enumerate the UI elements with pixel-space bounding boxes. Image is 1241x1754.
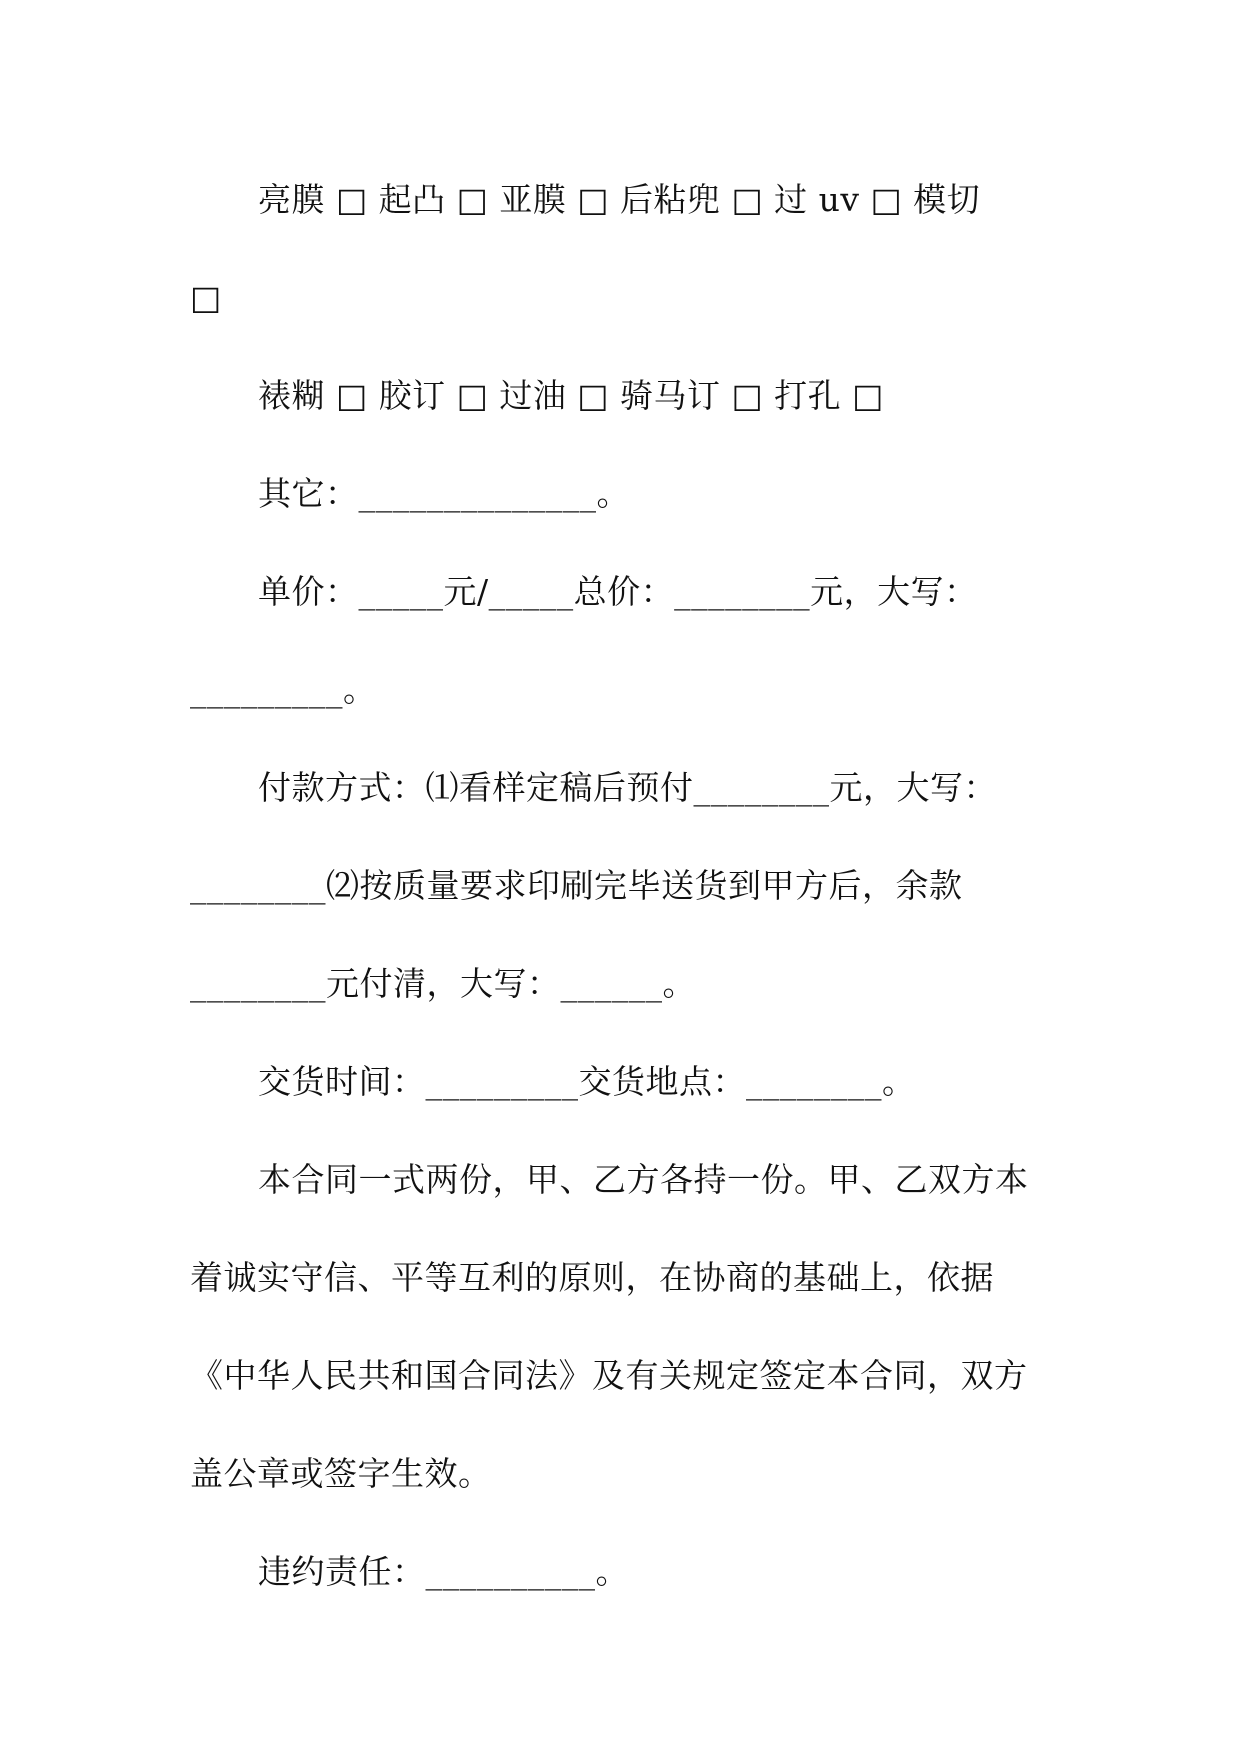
other-field-line: 其它：______________。 bbox=[258, 474, 630, 513]
contract-copies-paragraph-line-4: 盖公章或签字生效。 bbox=[190, 1454, 492, 1493]
breach-liability-line: 违约责任：__________。 bbox=[258, 1552, 629, 1591]
payment-method-line-3: ________元付清，大写：______。 bbox=[190, 964, 696, 1003]
price-line-wrap: _________。 bbox=[190, 670, 377, 709]
contract-copies-paragraph-line-3: 《中华人民共和国合同法》及有关规定签定本合同，双方 bbox=[190, 1356, 1028, 1395]
payment-method-line-2: ________⑵按质量要求印刷完毕送货到甲方后，余款 bbox=[190, 866, 963, 905]
payment-method-line: 付款方式：⑴看样定稿后预付________元，大写： bbox=[258, 768, 997, 807]
price-line: 单价：_____元/_____总价：________元，大写： bbox=[258, 572, 978, 611]
contract-copies-paragraph-line-1: 本合同一式两份，甲、乙方各持一份。甲、乙双方本 bbox=[258, 1160, 1029, 1199]
finishing-options-line-1: 亮膜 □ 起凸 □ 亚膜 □ 后粘兜 □ 过 uv □ 模切 bbox=[258, 180, 981, 219]
finishing-options-line-2: 裱糊 □ 胶订 □ 过油 □ 骑马订 □ 打孔 □ bbox=[258, 376, 884, 415]
contract-copies-paragraph-line-2: 着诚实守信、平等互利的原则，在协商的基础上，依据 bbox=[190, 1258, 994, 1297]
finishing-options-line-1-wrap: □ bbox=[190, 278, 222, 317]
delivery-line: 交货时间：_________交货地点：________。 bbox=[258, 1062, 916, 1101]
